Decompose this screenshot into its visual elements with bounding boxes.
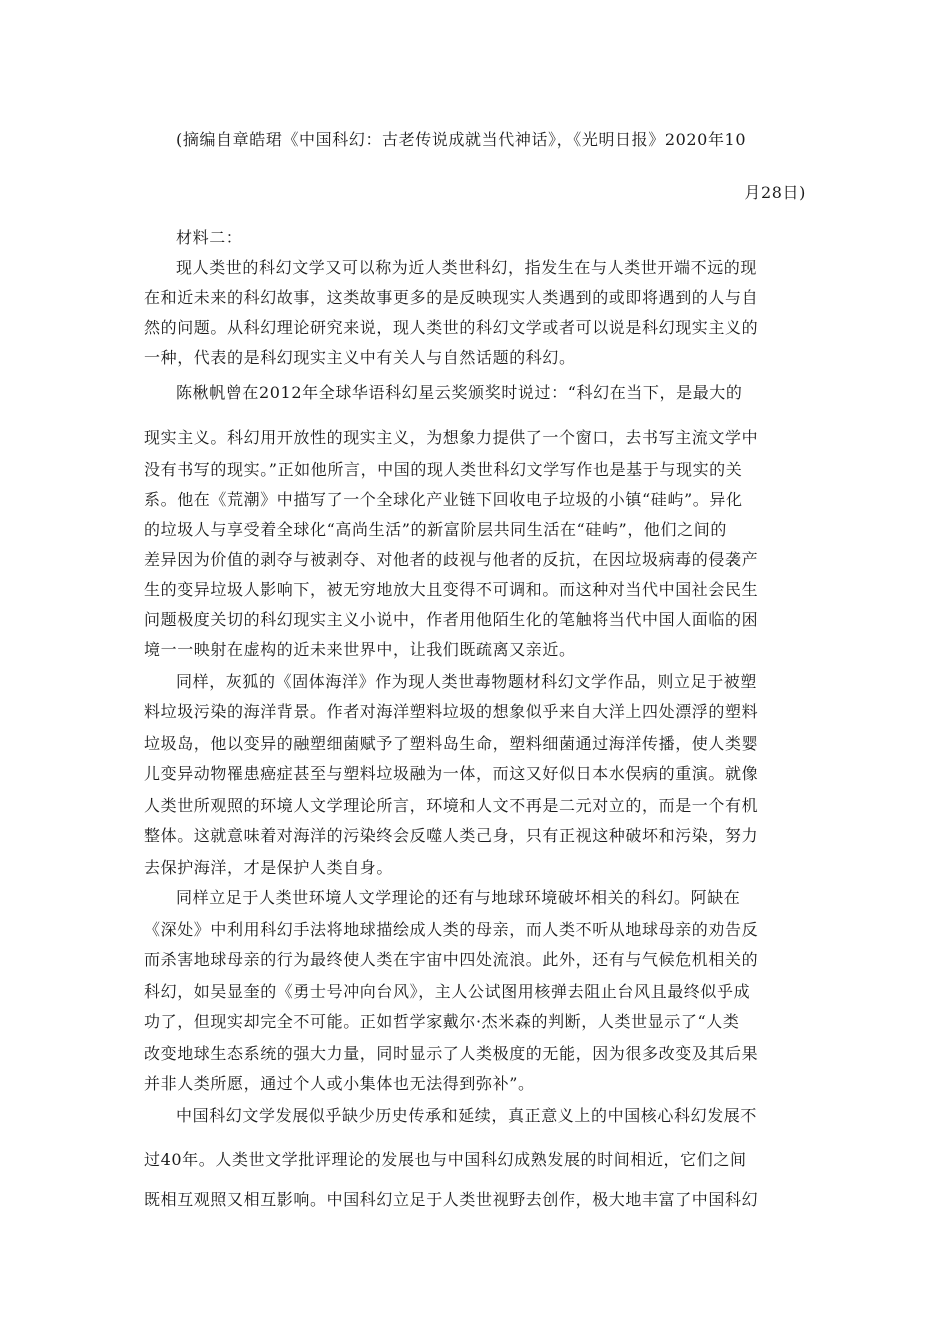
paragraph-line: 中国科幻文学发展似乎缺少历史传承和延续，真正意义上的中国核心科幻发展不 <box>176 1106 758 1125</box>
paragraph-line: 去保护海洋，才是保护人类自身。 <box>144 858 394 877</box>
paragraph-line: 功了，但现实却完全不可能。正如哲学家戴尔·杰米森的判断，人类世显示了“人类 <box>144 1012 740 1031</box>
paragraph-line: 然的问题。从科幻理论研究来说，现人类世的科幻文学或者可以说是科幻现实主义的 <box>144 318 759 337</box>
paragraph-line: 科幻，如吴显奎的《勇士号冲向台风》，主人公试图用核弹去阻止台风且最终似乎成 <box>144 982 751 1001</box>
paragraph-line: 系。他在《荒潮》中描写了一个全球化产业链下回收电子垃圾的小镇“硅屿”。异化 <box>144 490 743 509</box>
paragraph-line: 在和近未来的科幻故事，这类故事更多的是反映现实人类遇到的或即将遇到的人与自 <box>144 288 759 307</box>
material-label: 材料二： <box>176 228 243 247</box>
paragraph-line: 整体。这就意味着对海洋的污染终会反噬人类己身，只有正视这种破坏和污染，努力 <box>144 826 759 845</box>
paragraph-line: 垃圾岛，他以变异的融塑细菌赋予了塑料岛生命，塑料细菌通过海洋传播，使人类婴 <box>144 734 759 753</box>
paragraph-line: 《深处》中利用科幻手法将地球描绘成人类的母亲，而人类不听从地球母亲的劝告反 <box>144 920 759 939</box>
paragraph-line: 儿变异动物罹患癌症甚至与塑料垃圾融为一体，而这又好似日本水俣病的重演。就像 <box>144 764 759 783</box>
paragraph-line: 生的变异垃圾人影响下，被无穷地放大且变得不可调和。而这种对当代中国社会民生 <box>144 580 759 599</box>
citation-line-1: (摘编自章皓珺《中国科幻：古老传说成就当代神话》，《光明日报》2020年10 <box>176 130 747 149</box>
paragraph-line: 境一一映射在虚构的近未来世界中，让我们既疏离又亲近。 <box>144 640 576 659</box>
paragraph-line: 改变地球生态系统的强大力量，同时显示了人类极度的无能，因为很多改变及其后果 <box>144 1044 759 1063</box>
paragraph-line: 一种，代表的是科幻现实主义中有关人与自然话题的科幻。 <box>144 348 576 367</box>
paragraph-line: 料垃圾污染的海洋背景。作者对海洋塑料垃圾的想象似乎来自大洋上四处漂浮的塑料 <box>144 702 759 721</box>
paragraph-line: 没有书写的现实。”正如他所言，中国的现人类世科幻文学写作也是基于与现实的关 <box>144 460 743 479</box>
paragraph-line: 过40年。人类世文学批评理论的发展也与中国科幻成熟发展的时间相近，它们之间 <box>144 1150 747 1169</box>
paragraph-line: 既相互观照又相互影响。中国科幻立足于人类世视野去创作，极大地丰富了中国科幻 <box>144 1190 759 1209</box>
paragraph-line: 同样，灰狐的《固体海洋》作为现人类世毒物题材科幻文学作品，则立足于被塑 <box>176 672 758 691</box>
paragraph-line: 现人类世的科幻文学又可以称为近人类世科幻，指发生在与人类世开端不远的现 <box>176 258 758 277</box>
paragraph-line: 而杀害地球母亲的行为最终使人类在宇宙中四处流浪。此外，还有与气候危机相关的 <box>144 950 759 969</box>
paragraph-line: 现实主义。科幻用开放性的现实主义，为想象力提供了一个窗口，去书写主流文学中 <box>144 428 759 447</box>
paragraph-line: 并非人类所愿，通过个人或小集体也无法得到弥补”。 <box>144 1074 535 1093</box>
paragraph-line: 差异因为价值的剥夺与被剥夺、对他者的歧视与他者的反抗，在因垃圾病毒的侵袭产 <box>144 550 759 569</box>
paragraph-line: 的垃圾人与享受着全球化“高尚生活”的新富阶层共同生活在“硅屿”，他们之间的 <box>144 520 727 539</box>
paragraph-line: 陈楸帆曾在2012年全球华语科幻星云奖颁奖时说过：“科幻在当下，是最大的 <box>176 383 743 402</box>
paragraph-line: 人类世所观照的环境人文学理论所言，环境和人文不再是二元对立的，而是一个有机 <box>144 796 759 815</box>
citation-line-2: 月28日) <box>744 183 806 202</box>
paragraph-line: 问题极度关切的科幻现实主义小说中，作者用他陌生化的笔触将当代中国人面临的困 <box>144 610 759 629</box>
paragraph-line: 同样立足于人类世环境人文学理论的还有与地球环境破坏相关的科幻。阿缺在 <box>176 888 741 907</box>
